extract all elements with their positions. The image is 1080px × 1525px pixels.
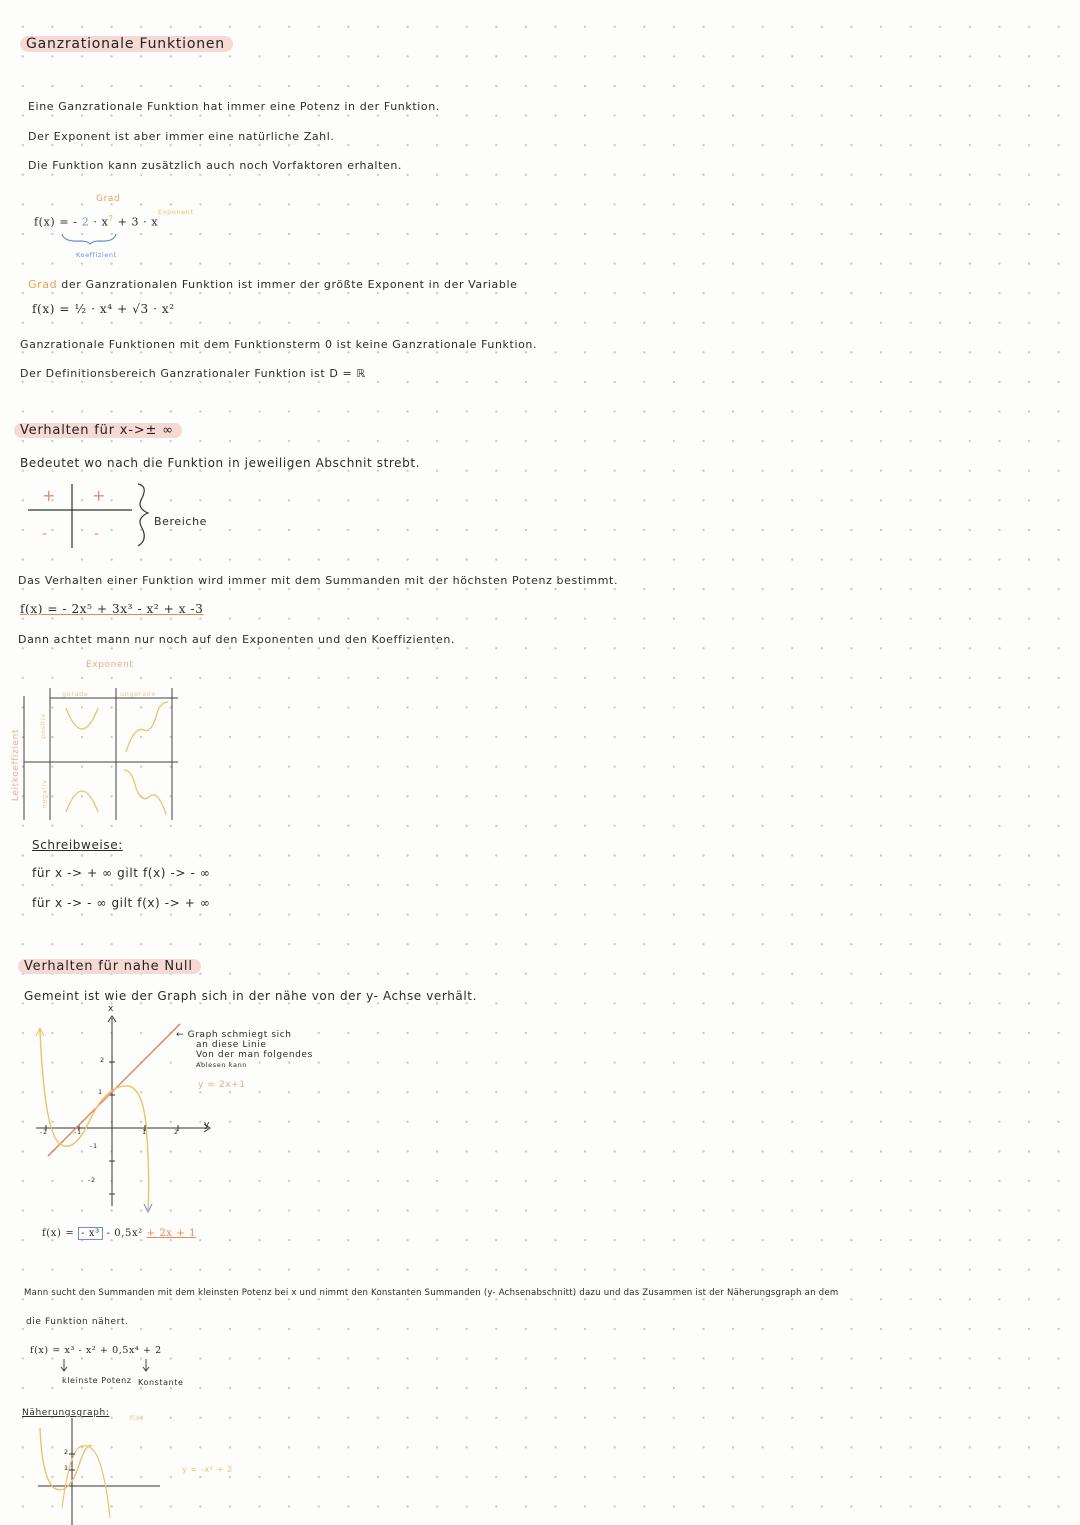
schreibweise-line-2: für x -> - ∞ gilt f(x) -> + ∞ (32, 896, 211, 910)
behaviour-table (20, 686, 190, 826)
graph1-axis-y: y (204, 1120, 210, 1130)
graph1-formula-box: - x³ (78, 1227, 103, 1240)
section-heading-nahe-null (18, 959, 201, 974)
section-heading-unendlich-text: Verhalten für x->± ∞ (14, 423, 182, 438)
section3-line-2a: Mann sucht den Summanden mit dem kleinsten Potenz bei x und nimmt den Konstanten Summanden (y- Achsenabschnitt) dazu und das Zusammen ist der Näherungsgraph an dem (24, 1288, 839, 1298)
graph1-note-4: Ablesen kann (196, 1061, 248, 1069)
section-heading-unendlich (14, 423, 182, 438)
naeherungsgraph-heading: Näherungsgraph: (22, 1408, 110, 1418)
formula-example-1-coef: 2 (81, 215, 90, 229)
graph1-formula-mid: - 0,5x² (102, 1228, 147, 1239)
table-row-negativ: negativ (40, 779, 49, 809)
graph1-formula-end: + 2x + 1 (146, 1228, 197, 1239)
formula-example-1-left: f(x) = - (34, 215, 78, 229)
formula-example-1 (34, 215, 158, 229)
table-row-positiv: positiv (38, 713, 47, 739)
formula2-arrows (60, 1358, 160, 1376)
graph1-note-1: ← Graph schmiegt sich (176, 1030, 292, 1040)
section-heading-nahe-null-text: Verhalten für nahe Null (18, 959, 201, 974)
graph1-tick-x-minus1: -1 (74, 1128, 82, 1136)
graph1-note-2: an diese Linie (196, 1040, 267, 1050)
grad-sentence (28, 278, 518, 291)
schreibweise-heading: Schreibweise: (32, 838, 123, 852)
label-koeffizient: Koeffizient (76, 251, 117, 259)
graph2-tick-2: 2 (64, 1448, 69, 1456)
table-col-gerade: gerade (62, 690, 89, 698)
grad-rest: der Ganzrationalen Funktion ist immer der größte Exponent in der Variable (61, 278, 518, 291)
formula-example-1-mid: · x (93, 215, 109, 229)
section3-line-2b: die Funktion nähert. (26, 1317, 129, 1327)
bereiche-label: Bereiche (154, 515, 208, 528)
schreibweise-line-1: für x -> + ∞ gilt f(x) -> - ∞ (32, 866, 211, 880)
graph1-tick-y-1: 1 (98, 1088, 103, 1096)
section2-formula: f(x) = - 2x⁵ + 3x³ - x² + x -3 (20, 602, 204, 616)
formula-example-1-rest: + 3 · x (117, 215, 159, 229)
graph-naeherung (34, 1418, 164, 1525)
grad-word: Grad (28, 278, 58, 291)
page-title-text: Ganzrationale Funktionen (20, 36, 233, 52)
graph1-line-equation: y = 2x+1 (198, 1080, 246, 1090)
formula-example-1-exp: 7 (108, 215, 114, 223)
graph1-formula-start: f(x) = (42, 1228, 79, 1239)
section2-line-1: Bedeutet wo nach die Funktion in jeweiligen Abschnit strebt. (20, 456, 421, 470)
table-label-leitkoeffizient: Leitkoeffizient (11, 728, 22, 802)
graph1-note-3: Von der man folgendes (196, 1050, 313, 1060)
label-grad: Grad (96, 194, 121, 204)
graph1-tick-y-2: 2 (100, 1056, 105, 1064)
section2-line-2: Das Verhalten einer Funktion wird immer mit dem Summanden mit der höchsten Potenz bestimmt. (18, 574, 619, 587)
note-definitionsbereich: Der Definitionsbereich Ganzrationaler Funktion ist D = ℝ (20, 367, 366, 380)
graph1-tick-x-2: 2 (174, 1128, 179, 1136)
svg-text:-: - (42, 526, 48, 542)
bereiche-cross-diagram (24, 482, 154, 552)
table-label-exponent: Exponent (86, 660, 134, 670)
koeffizient-brace (60, 232, 120, 246)
graph1-tick-x-minus2: -2 (40, 1128, 48, 1136)
section3-formula-2: f(x) = x³ - x² + 0,5x⁴ + 2 (30, 1345, 162, 1356)
graph1-tick-y-minus2: -2 (88, 1176, 96, 1184)
graph1-tick-x-1: 1 (142, 1128, 147, 1136)
note-funktionsterm-0: Ganzrationale Funktionen mit dem Funktionsterm 0 ist keine Ganzrationale Funktion. (20, 338, 538, 351)
graph2-tick-1: 1 (64, 1464, 69, 1472)
section3-line-1: Gemeint ist wie der Graph sich in der nähe von der y- Achse verhält. (24, 989, 478, 1003)
intro-line-2: Der Exponent ist aber immer eine natürliche Zahl. (28, 130, 335, 143)
page-title (20, 36, 233, 52)
grad-formula: f(x) = ½ · x⁴ + √3 · x² (32, 302, 175, 316)
arrow-label-kleinste-potenz: kleinste Potenz (62, 1376, 132, 1385)
section2-line-3: Dann achtet mann nur noch auf den Exponenten und den Koeffizienten. (18, 633, 456, 646)
graph1-axis-x: x (108, 1004, 114, 1014)
graph2-equation: y = -x² + 2 (182, 1465, 233, 1474)
arrow-label-konstante: Konstante (138, 1378, 184, 1387)
svg-text:+: + (42, 486, 56, 505)
intro-line-3: Die Funktion kann zusätzlich auch noch Vorfaktoren erhalten. (28, 159, 403, 172)
graph1-tick-y-minus1: -1 (90, 1142, 98, 1150)
svg-text:-: - (94, 526, 100, 542)
svg-text:+: + (92, 486, 106, 505)
table-col-ungerade: ungerade (120, 690, 156, 698)
graph1-function-formula (42, 1228, 196, 1239)
graph2-f-label: f(x) (130, 1414, 144, 1422)
intro-line-1: Eine Ganzrationale Funktion hat immer eine Potenz in der Funktion. (28, 100, 440, 113)
label-exponent: Exponent (158, 208, 194, 216)
